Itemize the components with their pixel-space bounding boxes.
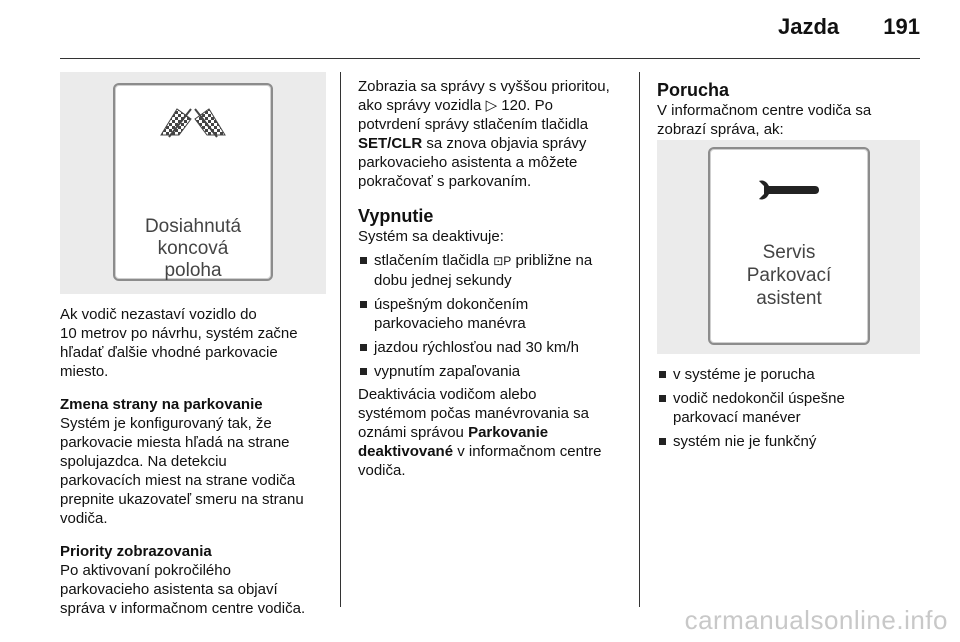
- page-header: [778, 14, 920, 40]
- page-number: 191: [883, 14, 920, 39]
- text-line: Deaktivácia vodičom alebo: [358, 386, 537, 403]
- bullet-icon: [360, 301, 367, 308]
- display-line-2: Parkovací: [746, 265, 832, 286]
- text-line: hľadať ďalšie vhodné parkovacie: [60, 344, 278, 361]
- text-line: parkovacích miest na strane vodiča: [60, 472, 296, 489]
- display-line-3: asistent: [756, 288, 822, 309]
- bullet-icon: [659, 438, 666, 445]
- text-line: Po aktivovaní pokročilého: [60, 562, 231, 579]
- heading-porucha: Porucha: [657, 80, 730, 100]
- page-ref-icon: ▷: [485, 97, 502, 114]
- bullet-icon: [360, 344, 367, 351]
- text-line: pokračovať s parkovaním.: [358, 173, 532, 190]
- bullet-icon: [659, 395, 666, 402]
- middle-column-text: [358, 77, 634, 480]
- column-divider-2: [639, 72, 640, 607]
- text-line: miesto.: [60, 363, 109, 380]
- checkered-flags-icon: [157, 105, 229, 139]
- text-line: V informačnom centre vodiča sa: [657, 102, 872, 119]
- list-item: vypnutím zapaľovania: [358, 362, 634, 381]
- display-line-2: koncová: [157, 238, 229, 259]
- bullet-icon: [360, 257, 367, 264]
- text-line: zobrazí správa, ak:: [657, 121, 784, 138]
- heading-vypnutie: Vypnutie: [358, 206, 434, 226]
- text-line: 10 metrov po návrhu, systém začne: [60, 325, 298, 342]
- list-item: v systéme je porucha: [657, 365, 927, 384]
- subheading-priority: Priority zobrazovania: [60, 543, 212, 560]
- bullet-icon: [659, 371, 666, 378]
- text-line: prepnite ukazovateľ smeru na stranu: [60, 491, 304, 508]
- list-item: stlačením tlačidla ⊡P približne na dobu jednej sekundy: [358, 251, 634, 290]
- right-column-list: [657, 360, 927, 451]
- text-line: parkovacieho asistenta sa objaví: [60, 581, 278, 598]
- display-screen: [708, 147, 870, 345]
- right-column-header: [657, 79, 927, 139]
- text-line: oznámi správou Parkovanie: [358, 424, 549, 441]
- section-title: Jazda: [778, 14, 840, 39]
- text-line: parkovacieho asistenta a môžete: [358, 154, 578, 171]
- text-line: potvrdení správy stlačením tlačidla: [358, 116, 589, 133]
- text-line: ako správy vozidla ▷ 120. Po: [358, 97, 553, 114]
- display-line-1: Servis: [762, 242, 816, 263]
- display-screen: [113, 83, 273, 281]
- page-ref-link[interactable]: 120: [501, 97, 527, 114]
- text-line: Systém je konfigurovaný tak, že: [60, 415, 272, 432]
- bullet-icon: [360, 368, 367, 375]
- header-rule: [60, 58, 920, 59]
- wrench-icon: [757, 177, 821, 203]
- parking-end-figure: [60, 72, 326, 294]
- text-line: SET/CLR sa znova objavia správy: [358, 135, 587, 152]
- text-line: Ak vodič nezastaví vozidlo do: [60, 306, 257, 323]
- text-line: systémom počas manévrovania sa: [358, 405, 589, 422]
- text-line: správa v informačnom centre vodiča.: [60, 600, 306, 617]
- text-line: vodiča.: [358, 462, 406, 479]
- list-item: vodič nedokončil úspešne parkovací manéver: [657, 389, 927, 427]
- parking-button-icon: ⊡P: [493, 254, 512, 268]
- text-line: spolujazdca. Na detekciu: [60, 453, 227, 470]
- display-line-3: poloha: [164, 260, 222, 281]
- service-figure: [657, 140, 920, 354]
- list-item: jazdou rýchlosťou nad 30 km/h: [358, 338, 634, 357]
- text-line: Systém sa deaktivuje:: [358, 228, 504, 245]
- list-item: systém nie je funkčný: [657, 432, 927, 451]
- text-line: deaktivované v informačnom centre: [358, 443, 602, 460]
- text-line: vodiča.: [60, 510, 108, 527]
- text-line: parkovacie miesta hľadá na strane: [60, 434, 290, 451]
- left-column-text: [60, 305, 335, 618]
- subheading-side: Zmena strany na parkovanie: [60, 396, 263, 413]
- display-line-1: Dosiahnutá: [144, 216, 242, 237]
- text-line: Zobrazia sa správy s vyššou prioritou,: [358, 78, 610, 95]
- watermark: carmanualsonline.info: [684, 605, 948, 635]
- list-item: úspešným dokončením parkovacieho manévra: [358, 295, 634, 333]
- column-divider-1: [340, 72, 341, 607]
